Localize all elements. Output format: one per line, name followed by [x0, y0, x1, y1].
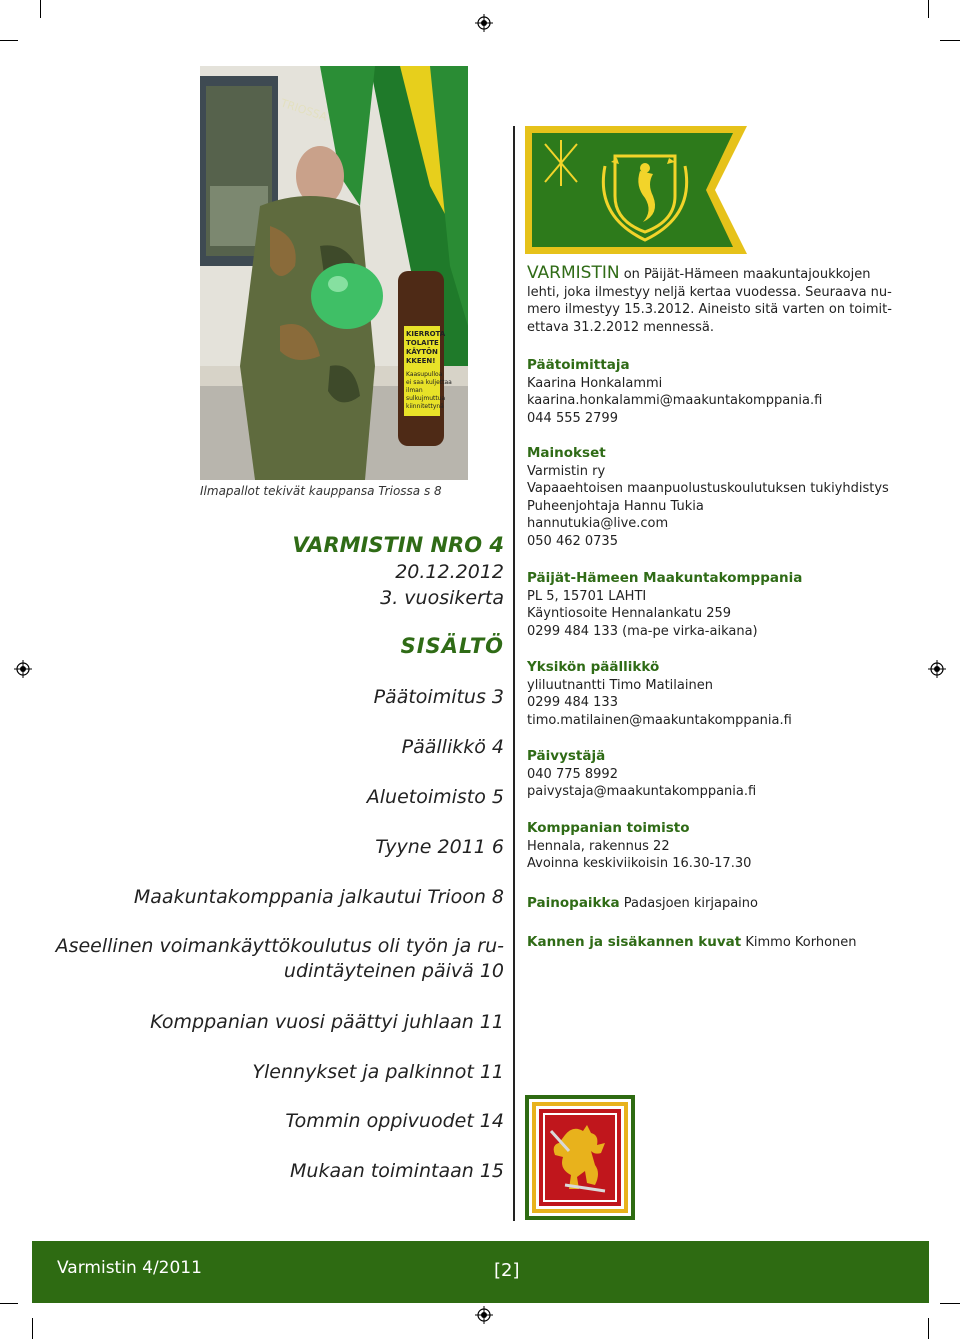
toc-item[interactable]: Tyyne 2011 6	[375, 836, 504, 858]
contact-line: Vapaaehtoisen maanpuolustuskoulutuksen tukiyhdistys	[527, 481, 889, 496]
brand-name: VARMISTIN	[527, 263, 620, 283]
intro-line: lehti, joka ilmestyy neljä kertaa vuodessa. Seuraava nu-	[527, 284, 892, 300]
toc-item[interactable]: Päätoimitus 3	[373, 686, 504, 708]
contact-heading: Yksikön päällikkö	[527, 659, 660, 675]
contact-editor	[527, 357, 822, 427]
page-footer	[32, 1241, 929, 1303]
contact-email[interactable]: paivystaja@maakuntakomppania.fi	[527, 784, 757, 799]
crop-mark	[940, 1303, 960, 1304]
contact-office	[527, 820, 751, 873]
cover-photo	[200, 66, 468, 480]
contact-duty	[527, 748, 756, 801]
intro-line: on Päijät-Hämeen maakuntajoukkojen	[619, 267, 871, 282]
warning-label-line: KÄYTÖN	[406, 348, 438, 356]
crop-mark	[32, 1318, 33, 1339]
toc-item[interactable]: Aseellinen voimankäyttökoulutus oli työn ja ru-	[55, 935, 504, 957]
contact-phone: 050 462 0735	[527, 533, 618, 549]
crop-mark	[0, 40, 18, 41]
crop-mark	[0, 1303, 18, 1304]
contact-heading: Kannen ja sisäkannen kuvat	[527, 934, 742, 950]
contact-printer	[527, 895, 758, 913]
issue-date: 20.12.2012	[395, 561, 504, 583]
toc-item[interactable]: Maakuntakomppania jalkautui Trioon 8	[133, 886, 504, 908]
contact-photos	[527, 934, 857, 952]
photo-caption: Ilmapallot tekivät kauppansa Triossa s 8	[200, 484, 442, 498]
warning-label-line: TOLAITE	[406, 339, 439, 347]
contact-email[interactable]: timo.matilainen@maakuntakomppania.fi	[527, 712, 792, 728]
contact-ads	[527, 445, 889, 550]
registration-mark-icon	[14, 660, 32, 678]
toc-item[interactable]: Komppanian vuosi päättyi juhlaan 11	[150, 1011, 504, 1033]
toc-item[interactable]: Päällikkö 4	[401, 736, 504, 758]
intro-line: ettava 31.2.2012 mennessä.	[527, 319, 715, 335]
contact-email[interactable]: hannutukia@live.com	[527, 516, 669, 531]
warning-label-line: KKEEN!	[406, 357, 436, 365]
contact-phone: 040 775 8992	[527, 766, 618, 782]
cylinder-label-line: kiinnitettynä	[406, 403, 444, 410]
crop-mark	[928, 1318, 929, 1339]
contact-heading: Päivystäjä	[527, 748, 606, 764]
warning-label-line: KIERROTA	[406, 330, 446, 338]
registration-mark-icon	[475, 1306, 493, 1324]
contact-line: Puheenjohtaja Hannu Tukia	[527, 498, 704, 514]
toc-item[interactable]: Tommin oppivuodet 14	[285, 1110, 504, 1132]
intro-paragraph	[527, 265, 927, 336]
crop-mark	[940, 40, 960, 41]
intro-line: mero ilmestyy 15.3.2012. Aineisto sitä varten on toimit-	[527, 302, 892, 317]
contact-line: Avoinna keskiviikoisin 16.30-17.30	[527, 856, 752, 871]
toc-item[interactable]: Aluetoimisto 5	[366, 786, 504, 808]
issue-title: VARMISTIN NRO 4	[292, 533, 504, 557]
contact-line: yliluutnantti Timo Matilainen	[527, 677, 713, 693]
contact-heading: Päijät-Hämeen Maakuntakomppania	[527, 570, 803, 586]
toc-item[interactable]: udintäyteinen päivä 10	[283, 960, 504, 982]
registration-mark-icon	[928, 660, 946, 678]
contact-phone: 0299 484 133 (ma-pe virka-aikana)	[527, 623, 758, 639]
contact-email[interactable]: kaarina.honkalammi@maakuntakomppania.fi	[527, 393, 823, 408]
cylinder-label-line: ilman	[406, 387, 423, 394]
contact-line: Varmistin ry	[527, 463, 606, 479]
toc-heading: SISÄLTÖ	[400, 634, 504, 658]
contact-line: Käyntiosoite Hennalankatu 259	[527, 606, 732, 621]
contact-line: Kimmo Korhonen	[741, 935, 857, 950]
contact-line: Hennala, rakennus 22	[527, 838, 670, 854]
cylinder-label-line: ei saa kuljettaa	[406, 379, 452, 386]
contact-commander	[527, 659, 792, 729]
contact-line: Kaarina Honkalammi	[527, 375, 663, 391]
contact-heading: Komppanian toimisto	[527, 820, 690, 836]
unit-flag-icon	[525, 126, 747, 254]
contact-phone: 0299 484 133	[527, 695, 618, 710]
registration-mark-icon	[475, 14, 493, 32]
contact-heading: Päätoimittaja	[527, 357, 630, 373]
page-number: [2]	[494, 1260, 520, 1281]
contact-heading: Painopaikka	[527, 895, 620, 911]
contact-line: PL 5, 15701 LAHTI	[527, 588, 647, 604]
contact-company	[527, 570, 802, 640]
column-divider	[513, 126, 515, 1221]
contact-line: Padasjoen kirjapaino	[619, 896, 758, 911]
cylinder-label-line: sulkujmuttua	[406, 395, 446, 402]
coat-of-arms-icon	[525, 1095, 635, 1220]
cylinder-label-line: Kaasupulloa	[406, 371, 443, 378]
crop-mark	[928, 0, 929, 18]
crop-mark	[40, 0, 41, 18]
toc-item[interactable]: Ylennykset ja palkinnot 11	[252, 1061, 504, 1083]
poster-text: TRIOSSA	[279, 96, 329, 124]
contact-heading: Mainokset	[527, 445, 606, 461]
issue-volume: 3. vuosikerta	[380, 587, 504, 609]
footer-publication: Varmistin 4/2011	[57, 1258, 202, 1278]
contact-phone: 044 555 2799	[527, 410, 618, 426]
toc-item[interactable]: Mukaan toimintaan 15	[290, 1160, 504, 1182]
